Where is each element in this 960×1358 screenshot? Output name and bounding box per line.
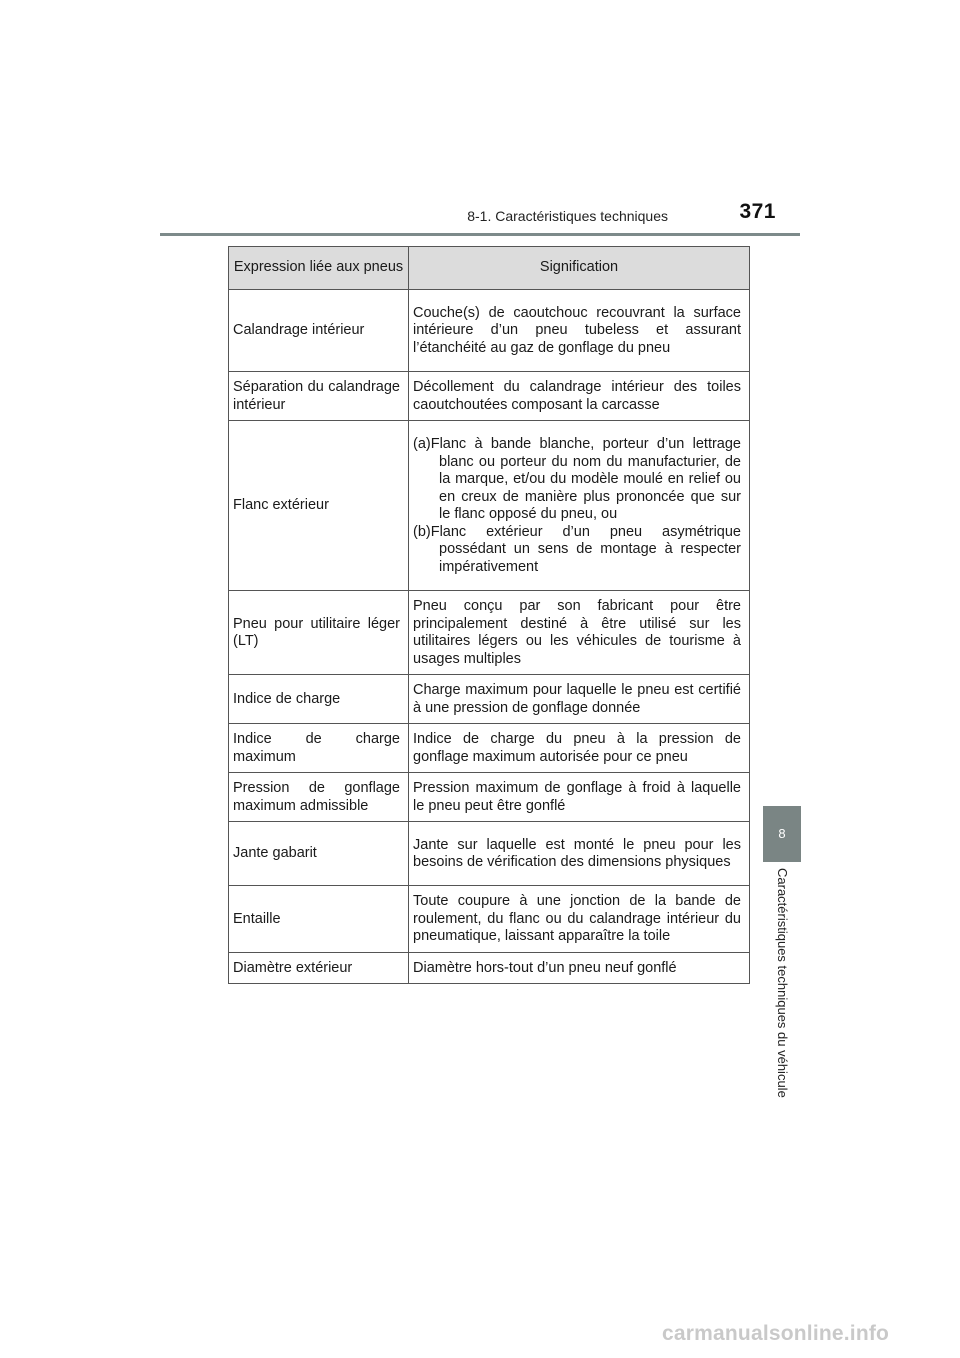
definition-cell: Pneu conçu par son fabricant pour être principalement destiné à être utilisé sur les utilitaires légers ou les véhicules de tourisme à usages multiples — [409, 591, 750, 675]
table-row — [229, 773, 750, 822]
chapter-tab[interactable]: 8 — [763, 806, 801, 862]
header-rule — [160, 233, 800, 236]
page-number: 371 — [739, 200, 776, 223]
chapter-side-title-container — [764, 868, 800, 1098]
table-row — [229, 421, 750, 591]
definition-cell: Toute coupure à une jonction de la bande de roulement, du flanc ou du calandrage intérieur du pneumatique, laissant apparaître la toile — [409, 886, 750, 953]
watermark: carmanualsonline.info — [662, 1322, 890, 1345]
table-row — [229, 724, 750, 773]
term-cell: Pneu pour utilitaire léger (LT) — [229, 591, 409, 675]
definition-list — [413, 436, 741, 576]
table-row — [229, 822, 750, 886]
term-cell: Entaille — [229, 886, 409, 953]
term-cell: Flanc extérieur — [229, 421, 409, 591]
table-row — [229, 952, 750, 984]
definition-cell: Couche(s) de caoutchouc recouvrant la surface intérieure d’un pneu tubeless et assurant l’étanchéité au gaz de gonflage du pneu — [409, 290, 750, 372]
tire-terms-table — [228, 246, 750, 984]
definition-item-a: (a)Flanc à bande blanche, porteur d’un lettrage blanc ou porteur du nom du manufacturier, de la marque, et/ou du modèle moulé en relief ou en creux de manière plus prononcée que sur le flanc opposé du pneu, ou — [413, 436, 741, 522]
definition-cell: Indice de charge du pneu à la pression de gonflage maximum autorisée pour ce pneu — [409, 724, 750, 773]
term-cell: Indice de charge — [229, 675, 409, 724]
term-cell: Pression de gonflage maximum admissible — [229, 773, 409, 822]
term-cell: Jante gabarit — [229, 822, 409, 886]
term-cell: Indice de charge maximum — [229, 724, 409, 773]
header-definition: Signification — [409, 247, 750, 290]
table-header-row — [229, 247, 750, 290]
table-row — [229, 886, 750, 953]
definition-cell — [409, 421, 750, 591]
definition-cell: Jante sur laquelle est monté le pneu pour les besoins de vérification des dimensions physiques — [409, 822, 750, 886]
table-row — [229, 591, 750, 675]
term-cell: Diamètre extérieur — [229, 952, 409, 984]
definition-cell: Charge maximum pour laquelle le pneu est certifié à une pression de gonflage donnée — [409, 675, 750, 724]
definition-cell: Diamètre hors-tout d’un pneu neuf gonflé — [409, 952, 750, 984]
section-title: 8-1. Caractéristiques techniques — [467, 208, 668, 224]
header-term: Expression liée aux pneus — [229, 247, 409, 290]
table-row — [229, 372, 750, 421]
definition-cell: Pression maximum de gonflage à froid à laquelle le pneu peut être gonflé — [409, 773, 750, 822]
table-row — [229, 675, 750, 724]
term-cell: Calandrage intérieur — [229, 290, 409, 372]
term-cell: Séparation du calandrage intérieur — [229, 372, 409, 421]
chapter-side-title: Caractéristiques techniques du véhicule — [775, 868, 790, 1098]
definition-cell: Décollement du calandrage intérieur des toiles caoutchoutées composant la carcasse — [409, 372, 750, 421]
definition-item-b: (b)Flanc extérieur d’un pneu asymétrique possédant un sens de montage à respecter impérativement — [413, 523, 741, 575]
table-row — [229, 290, 750, 372]
